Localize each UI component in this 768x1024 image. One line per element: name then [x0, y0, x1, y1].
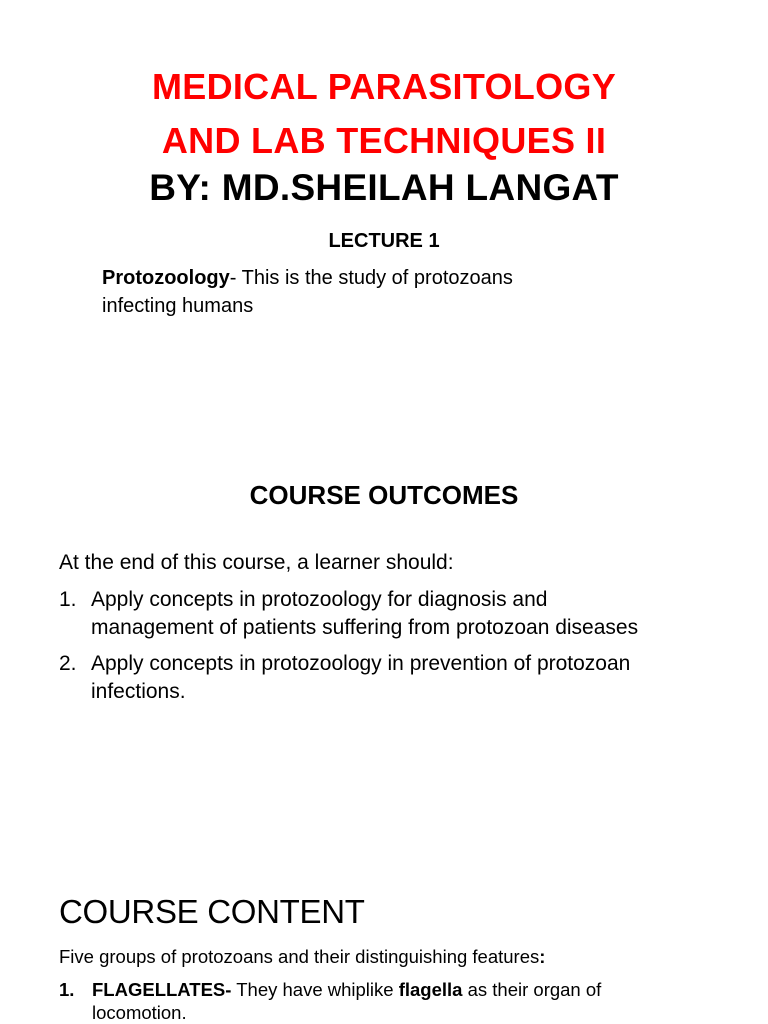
- outcome-line-1: Apply concepts in protozoology for diagnosis and: [91, 588, 548, 611]
- content-intro-colon: :: [539, 946, 546, 967]
- outcome-line-1: Apply concepts in protozoology in prevention of protozoan: [91, 652, 631, 675]
- content-item-text-a: They have whiplike: [231, 979, 399, 1000]
- course-content-heading: COURSE CONTENT: [59, 893, 365, 930]
- byline: BY: MD.SHEILAH LANGAT: [149, 167, 619, 208]
- outcomes-intro: At the end of this course, a learner should:: [59, 551, 454, 574]
- definition-line-1: [102, 267, 513, 290]
- content-item-line-1: [92, 979, 601, 1001]
- outcome-line-2: management of patients suffering from protozoan diseases: [91, 616, 639, 639]
- lecture-label: LECTURE 1: [328, 230, 440, 252]
- content-item-term: FLAGELLATES-: [92, 979, 232, 1000]
- content-item-number: 1.: [59, 979, 75, 1000]
- definition-term: Protozoology: [102, 267, 230, 289]
- course-outcomes-heading: COURSE OUTCOMES: [249, 480, 519, 510]
- outcome-line-2: infections.: [91, 680, 186, 703]
- definition-text: - This is the study of protozoans: [229, 267, 513, 289]
- outcome-number: 2.: [59, 652, 77, 675]
- definition-line-2: infecting humans: [102, 295, 254, 317]
- content-item-bold-word: flagella: [398, 979, 463, 1000]
- content-item-line-2: locomotion.: [92, 1002, 187, 1023]
- content-intro: [59, 946, 545, 968]
- content-item-text-b: as their organ of: [462, 979, 602, 1000]
- title-line-1: MEDICAL PARASITOLOGY: [151, 66, 617, 107]
- title-line-2: AND LAB TECHNIQUES II: [161, 120, 607, 161]
- content-intro-text: Five groups of protozoans and their distinguishing features: [59, 946, 540, 967]
- outcome-number: 1.: [59, 588, 77, 611]
